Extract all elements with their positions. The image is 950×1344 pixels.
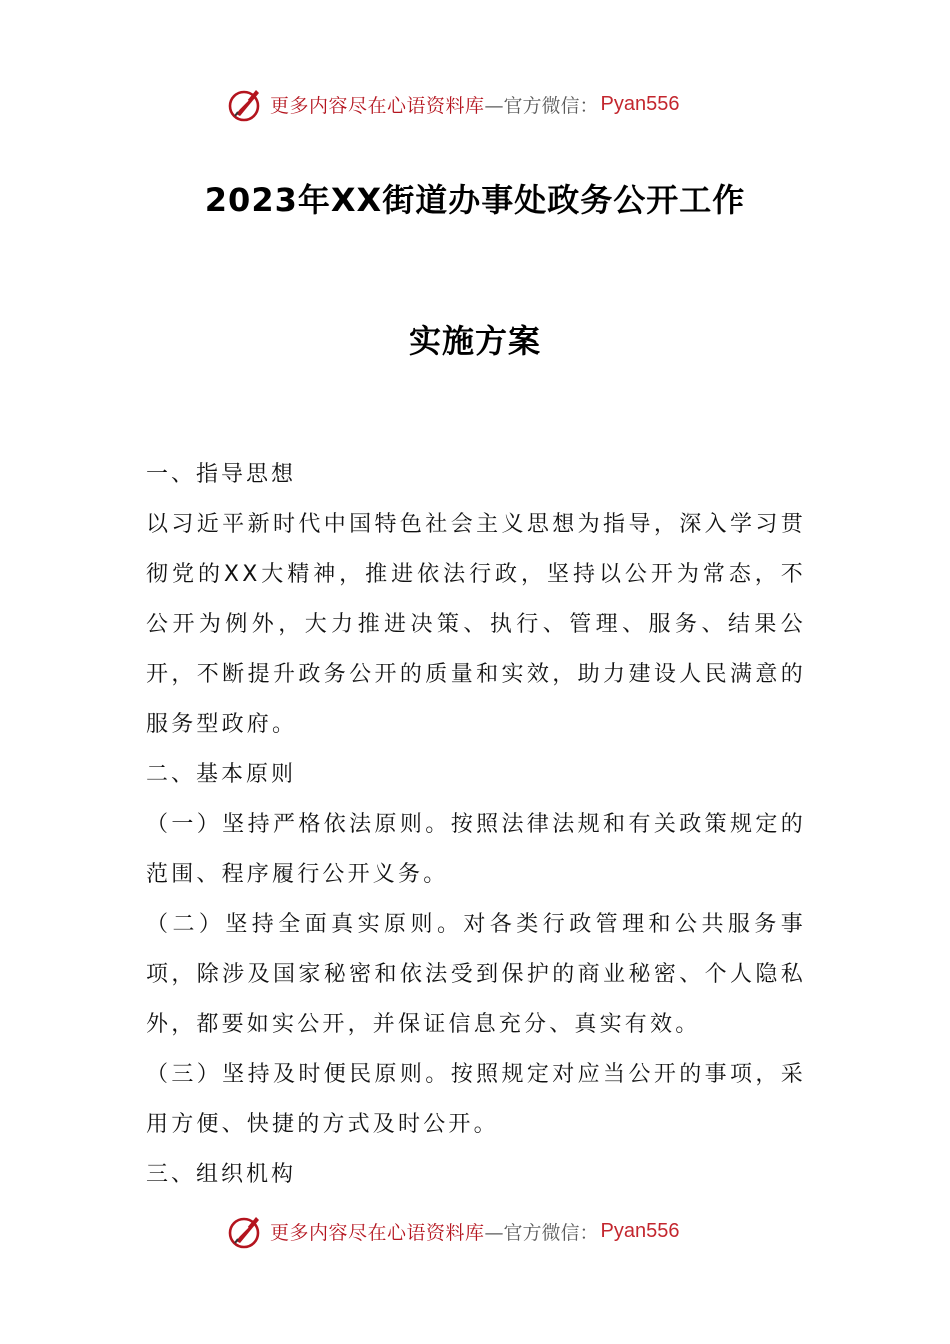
section-heading-organization: 三、组织机构 xyxy=(146,1162,297,1187)
section-heading-basic-principles: 二、基本原则 xyxy=(146,762,297,787)
section-heading-guiding-ideology: 一、指导思想 xyxy=(146,462,297,487)
footer-watermark-banner xyxy=(226,1209,746,1253)
document-title-line-2: 实施方案 xyxy=(408,322,541,360)
document-title-line-1: 2023年XX街道办事处政务公开工作 xyxy=(204,181,746,219)
banner-site-name: 更多内容尽在心语资料库 xyxy=(270,94,485,117)
quill-circle-logo-icon xyxy=(226,84,266,124)
header-watermark-banner xyxy=(226,82,746,126)
banner-site-name: 更多内容尽在心语资料库 xyxy=(270,1221,485,1244)
banner-wechat-label: —官方微信： xyxy=(484,94,599,117)
paragraph-principle-3: （三）坚持及时便民原则。按照规定对应当公开的事项，采用方便、快捷的方式及时公开。 xyxy=(146,1062,806,1137)
banner-wechat-label: —官方微信： xyxy=(484,1221,599,1244)
document-body xyxy=(146,450,806,1200)
banner-wechat-id: Pyan556 xyxy=(600,92,680,115)
banner-wechat-id: Pyan556 xyxy=(600,1219,680,1242)
paragraph-principle-2: （二）坚持全面真实原则。对各类行政管理和公共服务事项，除涉及国家秘密和依法受到保护的商业秘密、个人隐私外，都要如实公开，并保证信息充分、真实有效。 xyxy=(146,912,806,1037)
quill-circle-logo-icon xyxy=(226,1211,266,1251)
paragraph-principle-1: （一）坚持严格依法原则。按照法律法规和有关政策规定的范围、程序履行公开义务。 xyxy=(146,812,806,887)
paragraph-guiding-ideology: 以习近平新时代中国特色社会主义思想为指导，深入学习贯彻党的XX大精神，推进依法行政，坚持以公开为常态，不公开为例外，大力推进决策、执行、管理、服务、结果公开，不断提升政务公开的质量和实效，助力建设人民满意的服务型政府。 xyxy=(146,512,806,737)
